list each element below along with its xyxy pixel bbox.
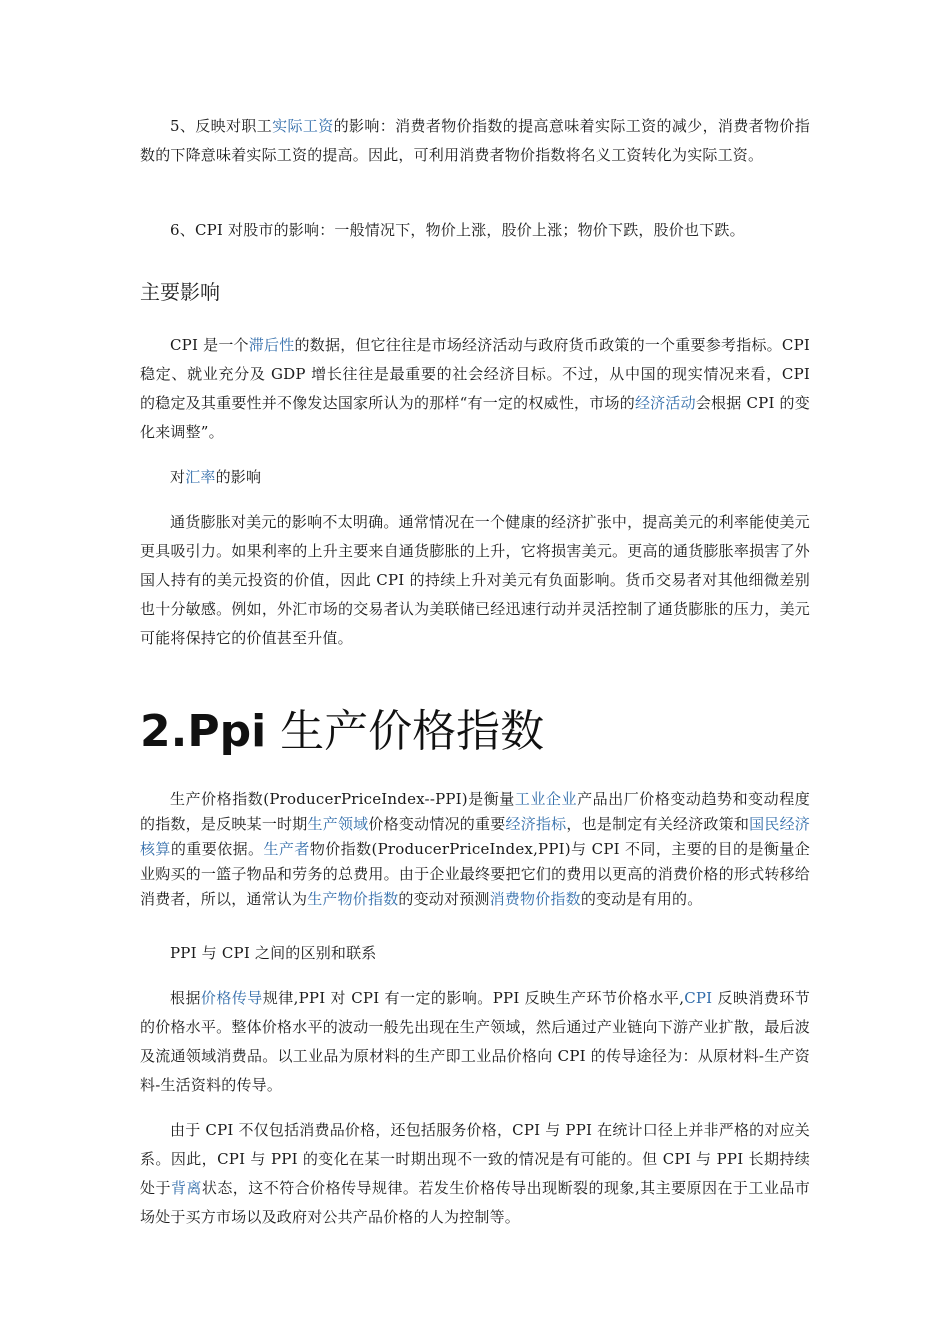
paragraph-real-wage: 5、反映对职工实际工资的影响：消费者物价指数的提高意味着实际工资的减少，消费者物价指数的下降意味着实际工资的提高。因此，可利用消费者物价指数将名义工资转化为实际工资。 [140, 117, 810, 164]
link-industrial-enterprise[interactable]: 工业企业 [514, 790, 578, 808]
paragraph-inflation-dollar: 通货膨胀对美元的影响不太明确。通常情况在一个健康的经济扩张中，提高美元的利率能使美元更具吸引力。如果利率的上升主要来自通货膨胀的上升，它将损害美元。更高的通货膨胀率损害了外国人持有的美元投资的价值，因此 CPI 的持续上升对美元有负面影响。货币交易者对其他细微差别也十分敏感。例如，外汇市场的交易者认为美联储已经迅速行动并灵活控制了通货膨胀的压力，美元可能将保持它的价值甚至升值。 [140, 513, 810, 647]
link-producer[interactable]: 生产者 [263, 840, 310, 858]
subheading-ppi-cpi: PPI 与 CPI 之间的区别和联系 [170, 944, 377, 962]
heading-main-influence: 主要影响 [140, 280, 220, 304]
link-producer-price-index[interactable]: 生产物价指数 [307, 890, 399, 908]
paragraph-price-transmission: 根据价格传导规律,PPI 对 CPI 有一定的影响。PPI 反映生产环节价格水平,CPI 反映消费环节的价格水平。整体价格水平的波动一般先出现在生产领域，然后通过产业链向下游产业扩散，最后波及流通领域消费品。以工业品为原材料的生产即工业品价格向 CPI 的传导途径为：从原材料-生产资料-生活资料的传导。 [140, 989, 811, 1094]
link-national-accounting[interactable]: 国民经济核算 [140, 815, 811, 858]
link-economic-activity[interactable]: 经济活动 [634, 394, 696, 412]
link-production-field[interactable]: 生产领域 [307, 815, 369, 833]
link-consumer-price-index[interactable]: 消费物价指数 [489, 890, 581, 908]
link-exchange-rate[interactable]: 汇率 [185, 468, 216, 486]
link-real-wage[interactable]: 实际工资 [272, 117, 334, 135]
paragraph-stock-market: 6、CPI 对股市的影响：一般情况下，物价上涨，股价上涨；物价下跌，股价也下跌。 [170, 221, 745, 239]
subheading-exchange-rate: 对汇率的影响 [170, 468, 262, 486]
paragraph-ppi-definition: 生产价格指数(ProducerPriceIndex--PPI)是衡量工业企业产品出厂价格变动趋势和变动程度的指数，是反映某一时期生产领域价格变动情况的重要经济指标，也是制定有关经济政策和国民经济核算的重要依据。生产者物价指数(ProducerPriceIndex,PPI)与 CPI 不同，主要的目的是衡量企业购买的一篮子物品和劳务的总费用。由于企业最终要把它们的费用以更高的消费价格的形式转移给消费者，所以，通常认为生产物价指数的变动对预测消费物价指数的变动是有用的。 [140, 790, 811, 908]
paragraph-lagging-indicator: CPI 是一个滞后性的数据，但它往往是市场经济活动与政府货币政策的一个重要参考指标。CPI 稳定、就业充分及 GDP 增长往往是最重要的社会经济目标。不过，从中国的现实情况来看，CPI 的稳定及其重要性并不像发达国家所认为的那样“有一定的权威性，市场的经济活动会根据 CPI 的变化来调整”。 [140, 336, 810, 441]
link-cpi[interactable]: CPI [684, 989, 713, 1007]
paragraph-divergence: 由于 CPI 不仅包括消费品价格，还包括服务价格，CPI 与 PPI 在统计口径上并非严格的对应关系。因此，CPI 与 PPI 的变化在某一时期出现不一致的情况是有可能的。但 CPI 与 PPI 长期持续处于背离状态，这不符合价格传导规律。若发生价格传导出现断裂的现象,其主要原因在于工业品市场处于买方市场以及政府对公共产品价格的人为控制等。 [140, 1121, 810, 1226]
link-economic-indicator[interactable]: 经济指标 [505, 815, 567, 833]
link-price-transmission[interactable]: 价格传导 [200, 989, 263, 1007]
link-lagging[interactable]: 滞后性 [248, 336, 295, 354]
link-divergence[interactable]: 背离 [170, 1179, 202, 1197]
heading-ppi: 2.Ppi 生产价格指数 [140, 706, 545, 757]
